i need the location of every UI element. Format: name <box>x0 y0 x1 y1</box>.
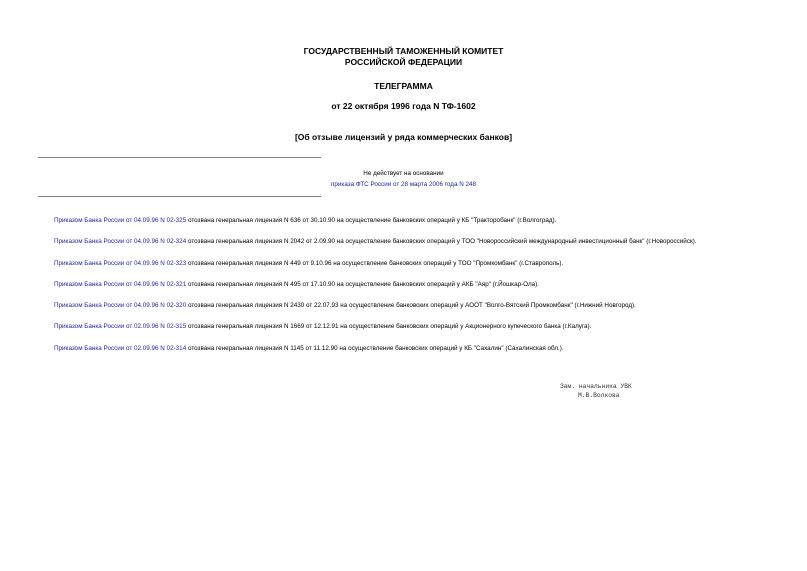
document-subject: [Об отзыве лицензий у ряда коммерческих банков] <box>294 132 513 142</box>
body-paragraph <box>38 280 771 291</box>
document-date: от 22 октября 1996 года N ТФ-1602 <box>331 101 476 111</box>
divider-bottom <box>38 196 321 197</box>
order-link[interactable]: Приказом Банка России от 04.09.96 N 02-320 <box>54 302 187 310</box>
paragraph-text: отозвана генеральная лицензия N 1669 от 12.12.91 на осуществление банковских операций у Акционерного купеческого банка (г.Калуга). <box>186 323 592 331</box>
body-paragraph <box>38 344 771 355</box>
organization-line-1: ГОСУДАРСТВЕННЫЙ ТАМОЖЕННЫЙ КОМИТЕТ <box>303 46 504 56</box>
order-link[interactable]: Приказом Банка России от 02.09.96 N 02-315 <box>54 323 187 331</box>
body-paragraph <box>38 301 771 312</box>
paragraph-text: отозвана генеральная лицензия N 2430 от 22.07.93 на осуществление банковских операций у АООТ "Волго-Вятский Промкомбанк" (г.Нижний Новгород). <box>186 302 636 310</box>
status-link-line <box>300 179 507 190</box>
status-note: Не действует на основании <box>363 170 444 177</box>
signatory-title: Зам. начальника УВК <box>560 383 632 390</box>
paragraph-text: отозвана генеральная лицензия N 2042 от 2.09.90 на осуществление банковских операций у ТОО "Новороссийский международный инвестиционный банк" (г.Новороссийск). <box>186 238 697 246</box>
document-body <box>38 216 771 365</box>
signature-block <box>560 382 632 400</box>
body-paragraph <box>38 322 771 333</box>
organization-line-2: РОССИЙСКОЙ ФЕДЕРАЦИИ <box>344 57 463 67</box>
paragraph-text: отозвана генеральная лицензия N 636 от 30.10.90 на осуществление банковских операций у КБ "Тракторобанк" (г.Волгоград). <box>186 217 557 224</box>
order-link[interactable]: Приказом Банка России от 04.09.96 N 02-323 <box>54 259 187 267</box>
order-link[interactable]: Приказом Банка России от 04.09.96 N 02-324 <box>54 238 187 246</box>
order-link[interactable]: Приказом Банка России от 02.09.96 N 02-314 <box>54 344 187 352</box>
document-header-organization <box>0 46 807 68</box>
status-order-link[interactable]: приказа ФТС России от 28 марта 2006 года N 248 <box>331 181 476 188</box>
divider-top <box>38 157 321 158</box>
signatory-name: М.В.Волкова <box>578 392 620 399</box>
body-paragraph <box>38 259 771 270</box>
order-link[interactable]: Приказом Банка России от 04.09.96 N 02-325 <box>54 217 187 224</box>
paragraph-text: отозвана генеральная лицензия N 495 от 17.10.90 на осуществление банковских операций у АКБ "Аяр" (г.Йошкар-Ола). <box>186 280 540 288</box>
document-type: ТЕЛЕГРАММА <box>374 81 433 91</box>
paragraph-text: отозвана генеральная лицензия N 1145 от 11.12.90 на осуществление банковских операций у КБ "Сахалин" (Сахалинская обл.). <box>186 344 564 352</box>
order-link[interactable]: Приказом Банка России от 04.09.96 N 02-321 <box>54 280 187 288</box>
body-paragraph <box>38 216 771 227</box>
paragraph-text: отозвана генеральная лицензия N 449 от 9.10.96 на осуществление банковских операций у ТОО "Промкомбанк" (г.Ставрополь). <box>186 259 564 267</box>
body-paragraph <box>38 237 771 248</box>
